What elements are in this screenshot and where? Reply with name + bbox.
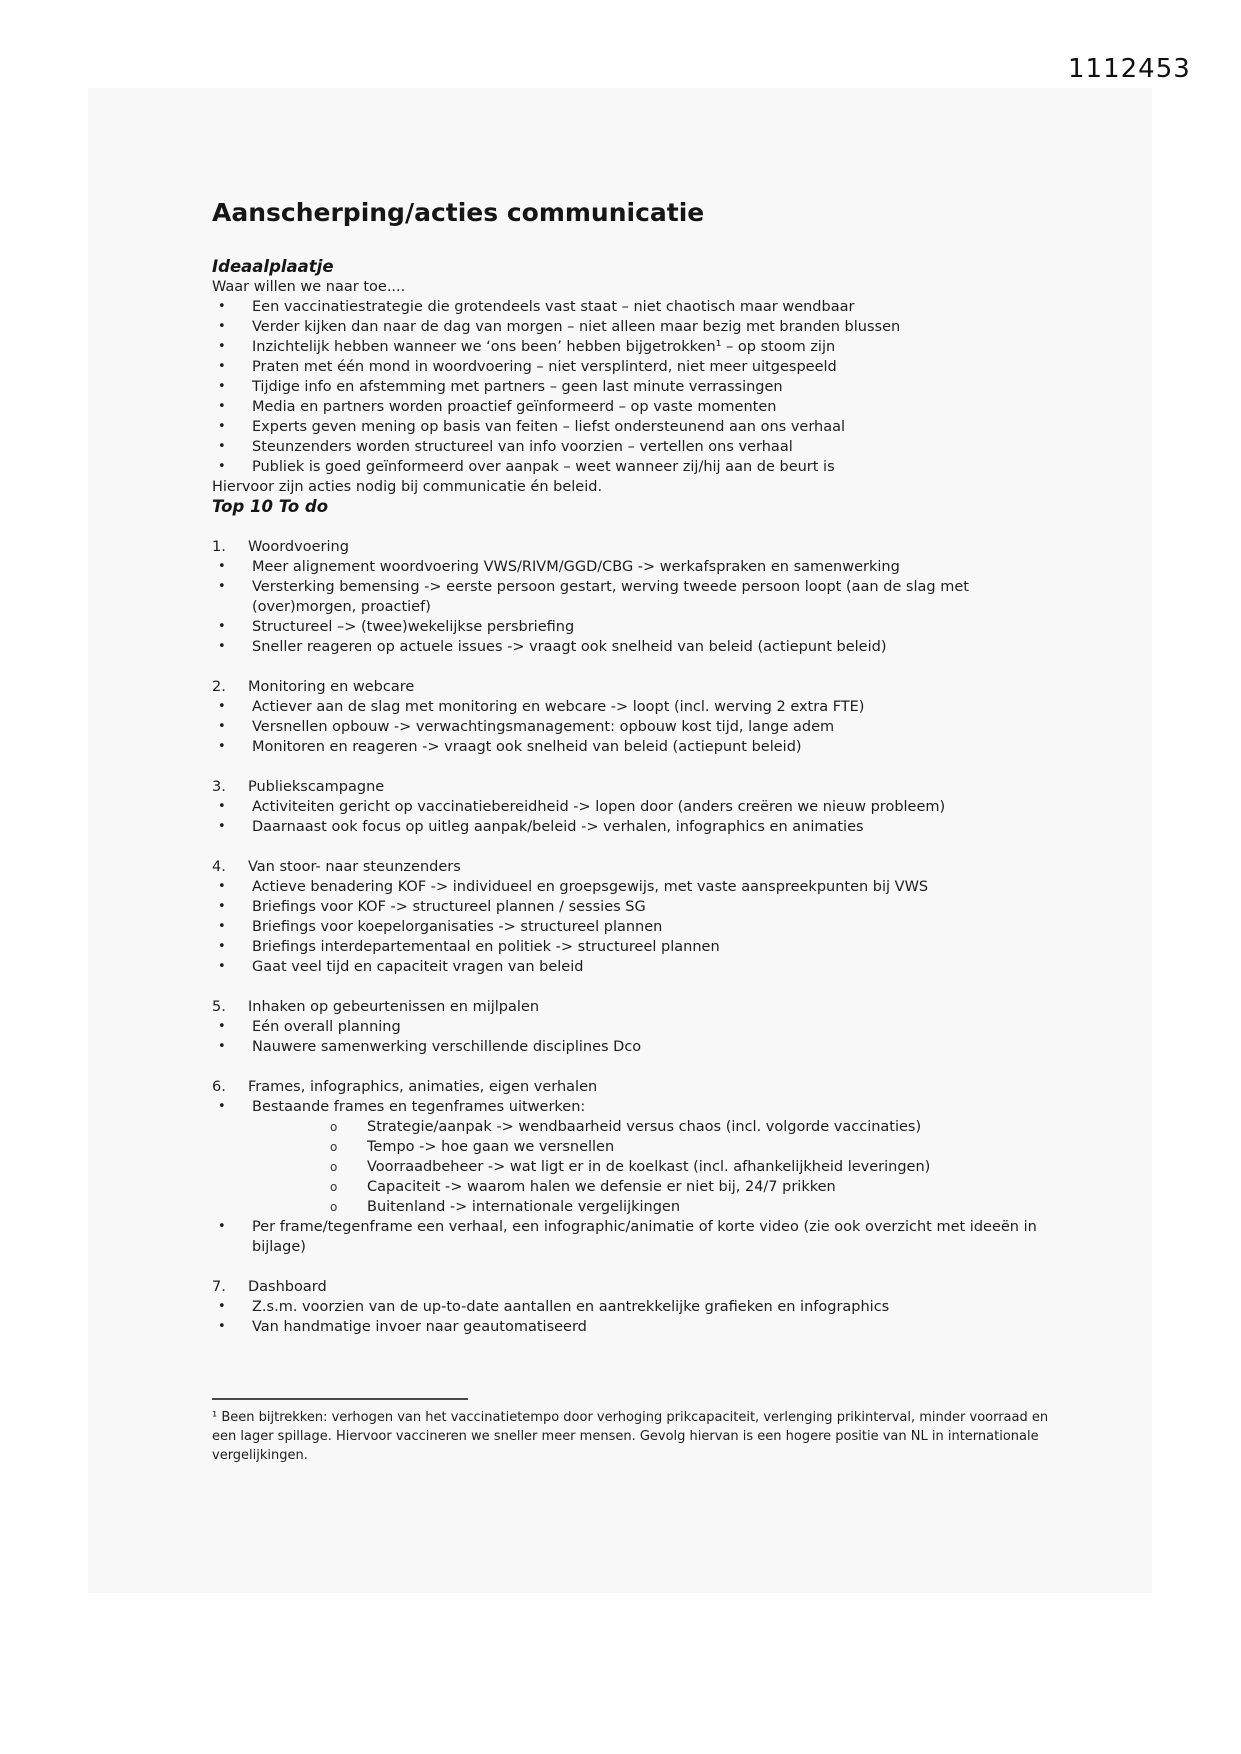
bullet-text: Versterking bemensing -> eerste persoon gestart, werving tweede persoon loopt (aan de slag met (over)morgen, proactief) [252, 579, 969, 615]
todo-group-number: 6. [212, 1079, 226, 1095]
bullet-body [252, 737, 1057, 757]
sub-bullet-text: Strategie/aanpak -> wendbaarheid versus chaos (incl. volgorde vaccinaties) [367, 1119, 922, 1135]
todo-group-heading [212, 997, 1057, 1017]
todo-bullet-list [212, 1017, 1057, 1057]
bullet-text: Briefings voor koepelorganisaties -> structureel plannen [252, 919, 663, 935]
bullet-marker-icon: • [218, 399, 226, 414]
bullet-item [212, 397, 1057, 417]
todo-bullet-list [212, 557, 1057, 657]
bullet-text: Een vaccinatiestrategie die grotendeels vast staat – niet chaotisch maar wendbaar [252, 299, 855, 315]
todo-group-title: Inhaken op gebeurtenissen en mijlpalen [248, 999, 540, 1015]
bridge-paragraph: Hiervoor zijn acties nodig bij communicatie én beleid. [212, 479, 603, 495]
bullet-marker-icon: • [218, 819, 226, 834]
bullet-marker-icon: • [218, 899, 226, 914]
todo-group-heading [212, 857, 1057, 877]
sub-bullet-text: Tempo -> hoe gaan we versnellen [367, 1139, 615, 1155]
sub-bullet-item [330, 1137, 1057, 1157]
todo-group [212, 1077, 1057, 1257]
bullet-item [212, 697, 1057, 717]
bullet-item [212, 917, 1057, 937]
bullet-body [252, 817, 1057, 837]
section-heading-top10: Top 10 To do [212, 497, 329, 516]
bullet-marker-icon: • [218, 739, 226, 754]
todo-group [212, 1277, 1057, 1337]
bullet-body [252, 697, 1057, 717]
todo-groups [212, 537, 1057, 1337]
bullet-marker-icon: • [218, 1299, 226, 1314]
todo-bullet-list [212, 877, 1057, 977]
bullet-text: Inzichtelijk hebben wanneer we ‘ons been’ hebben bijgetrokken¹ – op stoom zijn [252, 339, 836, 355]
bullet-item [212, 577, 1057, 617]
bullet-body [252, 1037, 1057, 1057]
bullet-text: Eén overall planning [252, 1019, 401, 1035]
bullet-text: Briefings voor KOF -> structureel plannen / sessies SG [252, 899, 646, 915]
bullet-marker-icon: • [218, 919, 226, 934]
sub-bullet-marker-icon: o [330, 1160, 338, 1174]
bullet-text: Activiteiten gericht op vaccinatiebereidheid -> lopen door (anders creëren we nieuw probleem) [252, 799, 946, 815]
sub-bullet-text: Voorraadbeheer -> wat ligt er in de koelkast (incl. afhankelijkheid leveringen) [367, 1159, 931, 1175]
bullet-item [212, 337, 1057, 357]
bullet-text: Z.s.m. voorzien van de up-to-date aantallen en aantrekkelijke grafieken en infographics [252, 1299, 890, 1315]
bullet-text: Actiever aan de slag met monitoring en webcare -> loopt (incl. werving 2 extra FTE) [252, 699, 865, 715]
bullet-marker-icon: • [218, 1099, 226, 1114]
bullet-body [252, 917, 1057, 937]
bullet-item [212, 937, 1057, 957]
footnote-divider [212, 1398, 468, 1400]
bullet-text: Praten met één mond in woordvoering – niet versplinterd, niet meer uitgespeeld [252, 359, 837, 375]
bullet-marker-icon: • [218, 619, 226, 634]
bullet-marker-icon: • [218, 959, 226, 974]
todo-group-number: 4. [212, 859, 226, 875]
bullet-item [212, 1297, 1057, 1317]
bullet-marker-icon: • [218, 639, 226, 654]
footnote-text: ¹ Been bijtrekken: verhogen van het vaccinatietempo door verhoging prikcapaciteit, verlenging prikinterval, minder voorraad en een lager spillage. Hiervoor vaccineren we sneller meer mensen. Gevolg hiervan is een hogere positie van NL in internationale vergelijkingen. [212, 1410, 1049, 1463]
todo-group-number: 3. [212, 779, 226, 795]
bullet-marker-icon: • [218, 459, 226, 474]
bullet-text: Actieve benadering KOF -> individueel en groepsgewijs, met vaste aanspreekpunten bij VWS [252, 879, 929, 895]
bullet-text: Sneller reageren op actuele issues -> vraagt ook snelheid van beleid (actiepunt beleid) [252, 639, 887, 655]
sub-bullet-list [252, 1117, 1057, 1217]
bullet-item [212, 457, 1057, 477]
bullet-text: Nauwere samenwerking verschillende disciplines Dco [252, 1039, 642, 1055]
ideal-bullet-list [212, 297, 1057, 477]
section-intro: Waar willen we naar toe.... [212, 279, 406, 295]
todo-group-title: Publiekscampagne [248, 779, 385, 795]
bullet-marker-icon: • [218, 1219, 226, 1234]
bullet-marker-icon: • [218, 579, 226, 594]
bullet-text: Media en partners worden proactief geïnformeerd – op vaste momenten [252, 399, 777, 415]
bullet-marker-icon: • [218, 339, 226, 354]
bullet-item [212, 637, 1057, 657]
todo-group-number: 2. [212, 679, 226, 695]
bullet-body [252, 897, 1057, 917]
todo-group-number: 1. [212, 539, 226, 555]
sub-bullet-item [330, 1177, 1057, 1197]
bullet-item [212, 957, 1057, 977]
bullet-item [212, 317, 1057, 337]
bullet-text: Per frame/tegenframe een verhaal, een infographic/animatie of korte video (zie ook overzicht met ideeën in bijlage) [252, 1219, 1037, 1255]
sub-bullet-marker-icon: o [330, 1180, 338, 1194]
bullet-body [252, 1217, 1057, 1257]
bullet-body [252, 1097, 1057, 1217]
bullet-marker-icon: • [218, 359, 226, 374]
bullet-item [212, 1097, 1057, 1217]
bullet-text: Steunzenders worden structureel van info voorzien – vertellen ons verhaal [252, 439, 793, 455]
sub-bullet-item [330, 1197, 1057, 1217]
todo-group-heading [212, 537, 1057, 557]
sub-bullet-item [330, 1117, 1057, 1137]
todo-group [212, 857, 1057, 977]
todo-group [212, 677, 1057, 757]
bullet-body [252, 717, 1057, 737]
bullet-body [252, 637, 1057, 657]
bullet-item [212, 1217, 1057, 1257]
todo-group-title: Frames, infographics, animaties, eigen verhalen [248, 1079, 598, 1095]
bullet-item [212, 817, 1057, 837]
todo-group-title: Van stoor- naar steunzenders [248, 859, 461, 875]
bullet-item [212, 1037, 1057, 1057]
section-ideaalplaatje [212, 257, 1057, 477]
bullet-body [252, 557, 1057, 577]
bullet-marker-icon: • [218, 939, 226, 954]
bullet-text: Meer alignement woordvoering VWS/RIVM/GGD/CBG -> werkafspraken en samenwerking [252, 559, 900, 575]
bullet-item [212, 557, 1057, 577]
bullet-text: Van handmatige invoer naar geautomatiseerd [252, 1319, 587, 1335]
bullet-text: Versnellen opbouw -> verwachtingsmanagement: opbouw kost tijd, lange adem [252, 719, 835, 735]
bullet-marker-icon: • [218, 799, 226, 814]
bullet-body [252, 1297, 1057, 1317]
bullet-item [212, 617, 1057, 637]
bullet-item [212, 297, 1057, 317]
todo-bullet-list [212, 797, 1057, 837]
bullet-text: Daarnaast ook focus op uitleg aanpak/beleid -> verhalen, infographics en animaties [252, 819, 864, 835]
todo-group [212, 537, 1057, 657]
bullet-marker-icon: • [218, 1319, 226, 1334]
bullet-marker-icon: • [218, 439, 226, 454]
todo-group-title: Woordvoering [248, 539, 349, 555]
sub-bullet-item [330, 1157, 1057, 1177]
bullet-body [252, 937, 1057, 957]
footnote-block [212, 1398, 1074, 1465]
bullet-item [212, 1317, 1057, 1337]
bullet-item [212, 437, 1057, 457]
bullet-item [212, 797, 1057, 817]
bullet-item [212, 377, 1057, 397]
bullet-item [212, 737, 1057, 757]
bullet-marker-icon: • [218, 1019, 226, 1034]
bullet-marker-icon: • [218, 319, 226, 334]
todo-group-number: 5. [212, 999, 226, 1015]
bullet-marker-icon: • [218, 379, 226, 394]
todo-group-heading [212, 1077, 1057, 1097]
bullet-body [252, 797, 1057, 817]
bullet-item [212, 897, 1057, 917]
todo-group-number: 7. [212, 1279, 226, 1295]
bullet-body [252, 957, 1057, 977]
todo-group [212, 777, 1057, 837]
bullet-marker-icon: • [218, 299, 226, 314]
sub-bullet-text: Buitenland -> internationale vergelijkingen [367, 1199, 681, 1215]
todo-bullet-list [212, 1297, 1057, 1337]
sub-bullet-marker-icon: o [330, 1200, 338, 1214]
bullet-text: Publiek is goed geïnformeerd over aanpak – weet wanneer zij/hij aan de beurt is [252, 459, 835, 475]
sub-bullet-marker-icon: o [330, 1140, 338, 1154]
todo-bullet-list [212, 697, 1057, 757]
document-number: 1112453 [1068, 54, 1191, 84]
document-body [212, 198, 1057, 1337]
todo-group [212, 997, 1057, 1057]
document-title: Aanscherping/acties communicatie [212, 198, 705, 227]
bullet-text: Monitoren en reageren -> vraagt ook snelheid van beleid (actiepunt beleid) [252, 739, 802, 755]
bullet-item [212, 357, 1057, 377]
bullet-marker-icon: • [218, 719, 226, 734]
bullet-text: Gaat veel tijd en capaciteit vragen van beleid [252, 959, 584, 975]
bullet-text: Bestaande frames en tegenframes uitwerken: [252, 1099, 586, 1115]
bullet-body [252, 577, 1057, 617]
bullet-marker-icon: • [218, 699, 226, 714]
bullet-text: Experts geven mening op basis van feiten – liefst ondersteunend aan ons verhaal [252, 419, 846, 435]
bullet-body [252, 1317, 1057, 1337]
bullet-text: Briefings interdepartementaal en politiek -> structureel plannen [252, 939, 720, 955]
todo-group-title: Dashboard [248, 1279, 327, 1295]
bullet-body [252, 617, 1057, 637]
bullet-item [212, 1017, 1057, 1037]
todo-group-heading [212, 777, 1057, 797]
bullet-body [252, 1017, 1057, 1037]
bullet-text: Tijdige info en afstemming met partners – geen last minute verrassingen [252, 379, 783, 395]
bullet-item [212, 877, 1057, 897]
bullet-text: Verder kijken dan naar de dag van morgen – niet alleen maar bezig met branden blussen [252, 319, 901, 335]
sub-bullet-text: Capaciteit -> waarom halen we defensie er niet bij, 24/7 prikken [367, 1179, 836, 1195]
bullet-body [252, 877, 1057, 897]
bullet-text: Structureel –> (twee)wekelijkse persbriefing [252, 619, 575, 635]
bullet-item [212, 717, 1057, 737]
todo-group-heading [212, 1277, 1057, 1297]
bullet-item [212, 417, 1057, 437]
bullet-marker-icon: • [218, 419, 226, 434]
bullet-marker-icon: • [218, 1039, 226, 1054]
bullet-marker-icon: • [218, 559, 226, 574]
sub-bullet-marker-icon: o [330, 1120, 338, 1134]
todo-group-heading [212, 677, 1057, 697]
bullet-marker-icon: • [218, 879, 226, 894]
todo-bullet-list [212, 1097, 1057, 1257]
todo-group-title: Monitoring en webcare [248, 679, 415, 695]
section-heading-ideaalplaatje: Ideaalplaatje [212, 257, 334, 276]
